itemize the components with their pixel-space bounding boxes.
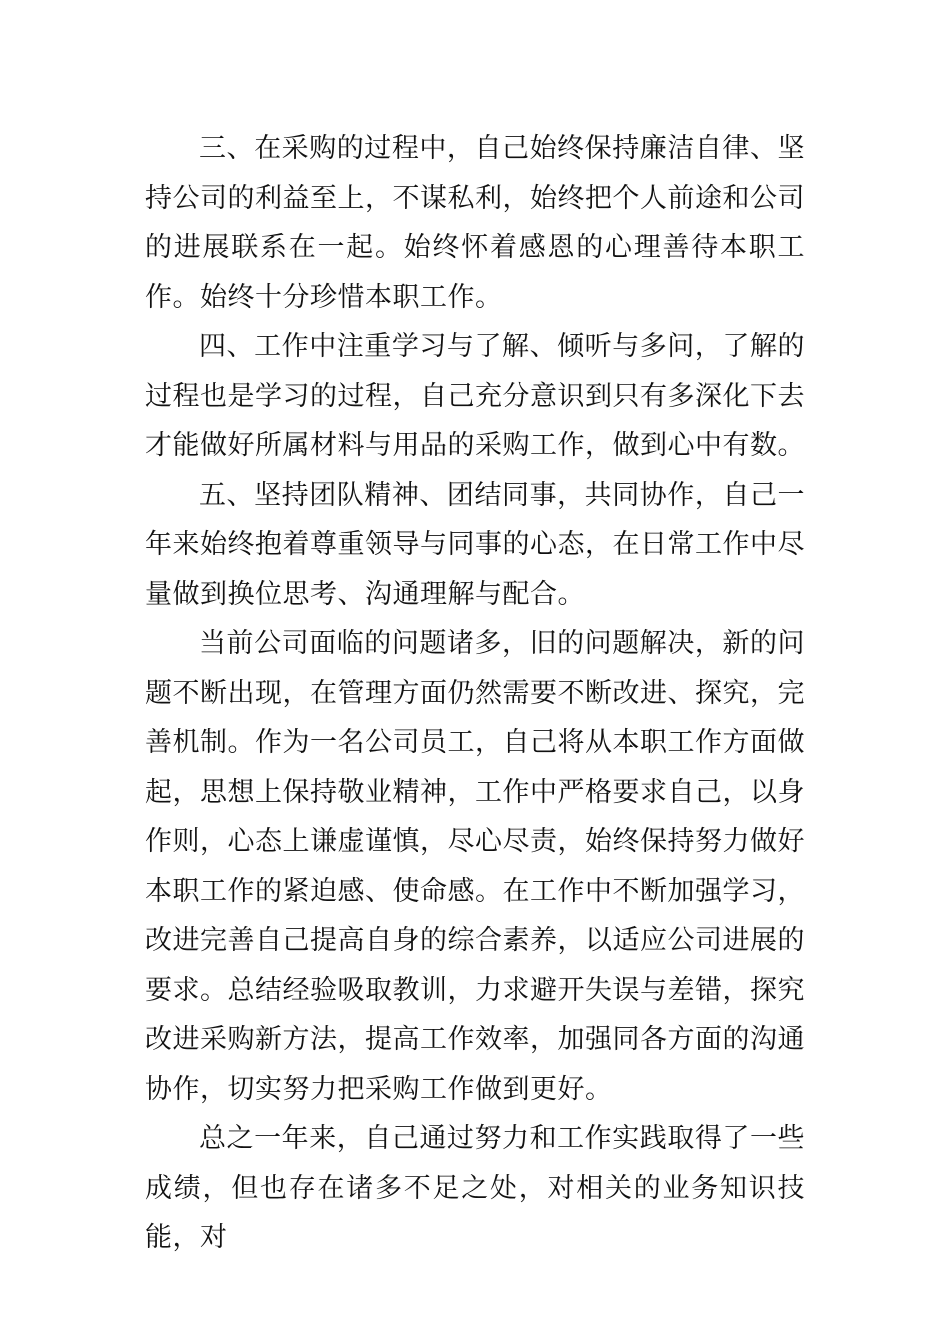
document-body [145,124,805,1263]
paragraph-learning: 四、工作中注重学习与了解、倾听与多问，了解的过程也是学习的过程，自己充分意识到只有多深化下去才能做好所属材料与用品的采购工作，做到心中有数。 [145,331,805,461]
paragraph-integrity: 三、在采购的过程中，自己始终保持廉洁自律、坚持公司的利益至上，不谋私利，始终把个人前途和公司的进展联系在一起。始终怀着感恩的心理善待本职工作。始终十分珍惜本职工作。 [145,133,805,313]
paragraph-summary: 总之一年来，自己通过努力和工作实践取得了一些成绩，但也存在诸多不足之处，对相关的业务知识技能，对 [145,1123,805,1253]
paragraph-outlook: 当前公司面临的问题诸多，旧的问题解决，新的问题不断出现，在管理方面仍然需要不断改进、探究，完善机制。作为一名公司员工，自己将从本职工作方面做起，思想上保持敬业精神，工作中严格要求自己，以身作则，心态上谦虚谨慎，尽心尽责，始终保持努力做好本职工作的紧迫感、使命感。在工作中不断加强学习，改进完善自己提高自身的综合素养，以适应公司进展的要求。总结经验吸取教训，力求避开失误与差错，探究改进采购新方法，提高工作效率，加强同各方面的沟通协作，切实努力把采购工作做到更好。 [145,628,805,1105]
paragraph-teamwork: 五、坚持团队精神、团结同事，共同协作，自己一年来始终抱着尊重领导与同事的心态，在日常工作中尽量做到换位思考、沟通理解与配合。 [145,479,805,610]
